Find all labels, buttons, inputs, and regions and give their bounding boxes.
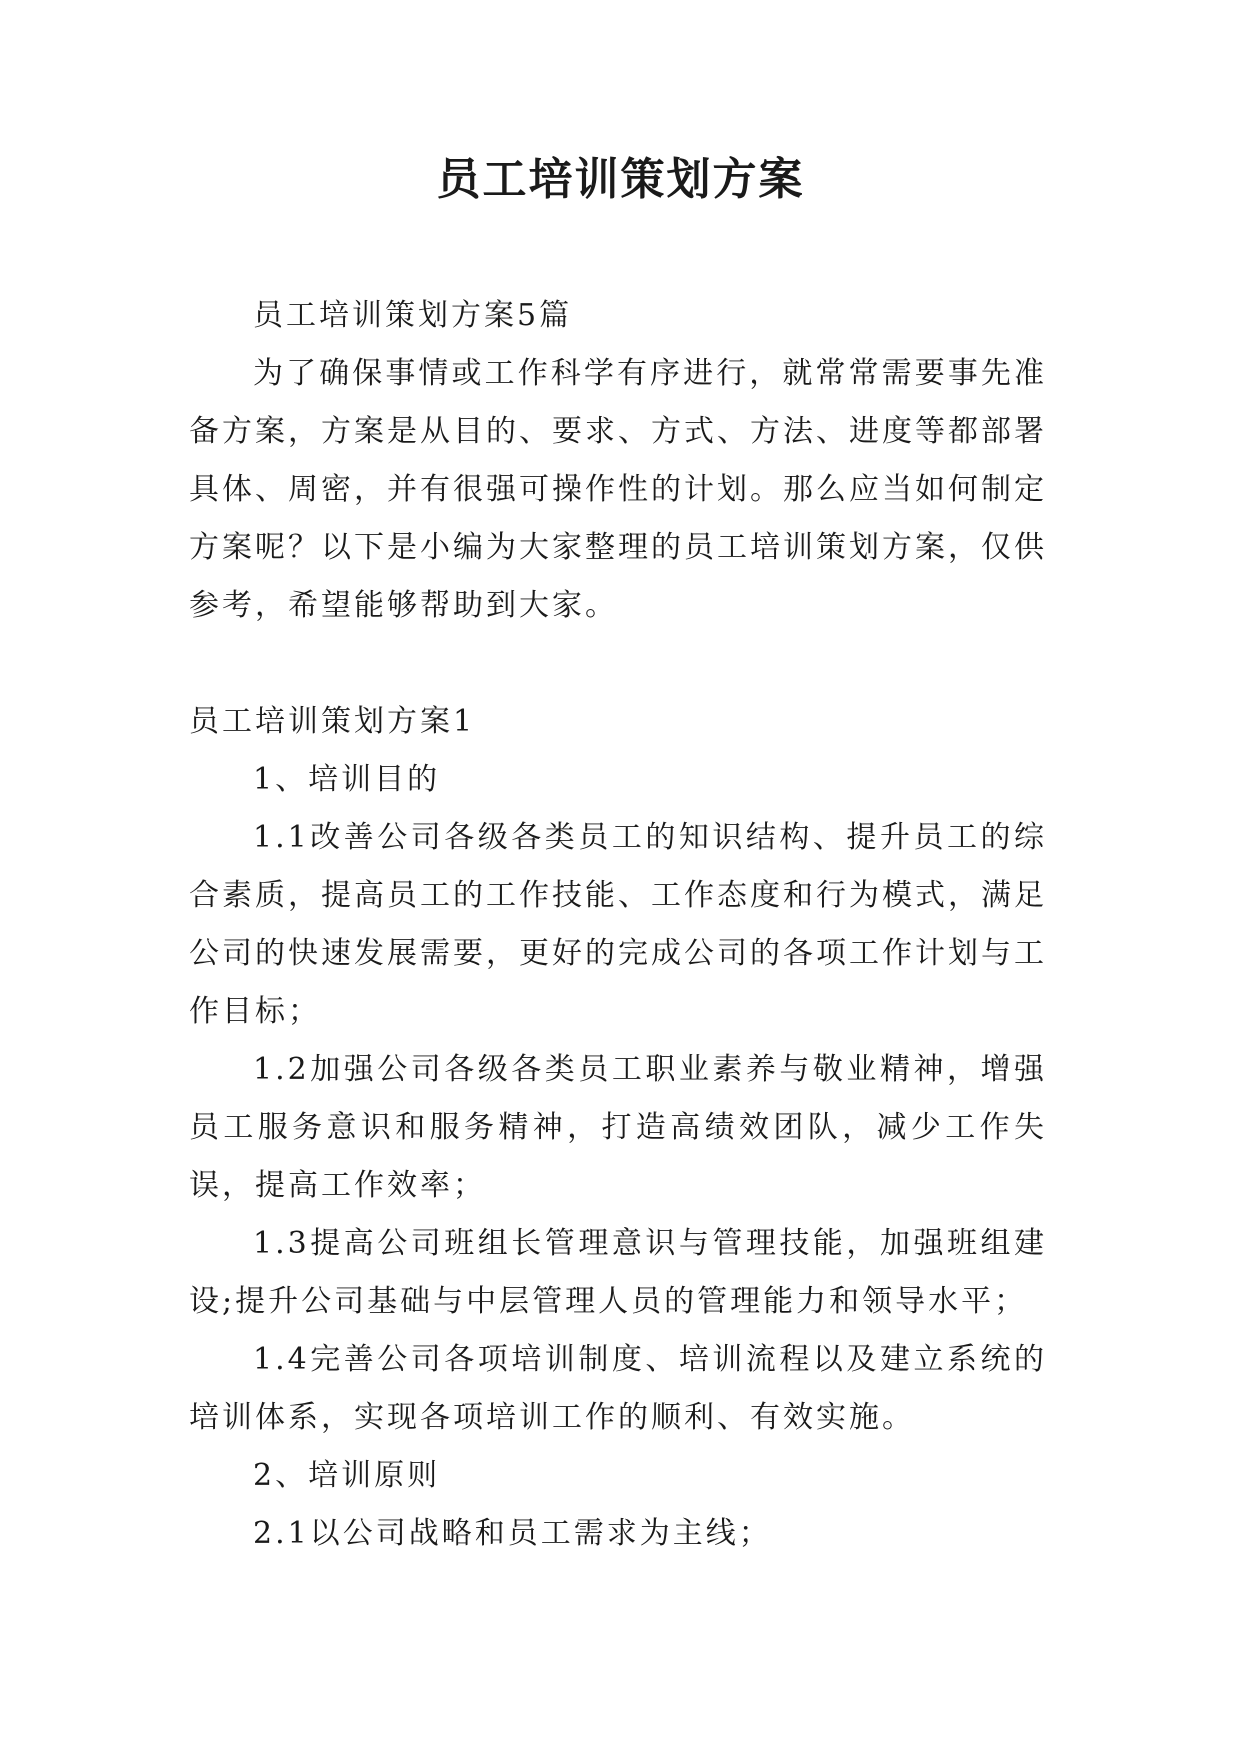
document-body xyxy=(189,287,1047,1563)
section-heading: 员工培训策划方案1 xyxy=(189,704,476,739)
item-1-3: 1.3提高公司班组长管理意识与管理技能，加强班组建设;提升公司基础与中层管理人员的管理能力和领导水平； xyxy=(189,1226,1047,1319)
item-heading-purpose: 1、培训目的 xyxy=(253,762,441,797)
paragraph-subtitle: 员工培训策划方案5篇 xyxy=(253,298,573,333)
item-1-4: 1.4完善公司各项培训制度、培训流程以及建立系统的培训体系，实现各项培训工作的顺利、有效实施。 xyxy=(189,1342,1047,1435)
paragraph-intro: 为了确保事情或工作科学有序进行，就常常需要事先准备方案，方案是从目的、要求、方式、方法、进度等都部署具体、周密，并有很强可操作性的计划。那么应当如何制定方案呢？以下是小编为大家整理的员工培训策划方案，仅供参考，希望能够帮助到大家。 xyxy=(189,356,1047,623)
document-title: 员工培训策划方案 xyxy=(436,154,805,205)
item-1-1: 1.1改善公司各级各类员工的知识结构、提升员工的综合素质，提高员工的工作技能、工作态度和行为模式，满足公司的快速发展需要，更好的完成公司的各项工作计划与工作目标； xyxy=(189,820,1047,1029)
item-2-1: 2.1以公司战略和员工需求为主线； xyxy=(253,1516,772,1551)
item-1-2: 1.2加强公司各级各类员工职业素养与敬业精神，增强员工服务意识和服务精神，打造高绩效团队，减少工作失误，提高工作效率； xyxy=(189,1052,1047,1203)
paragraph-spacer xyxy=(189,635,1047,693)
item-heading-principles: 2、培训原则 xyxy=(253,1458,441,1493)
